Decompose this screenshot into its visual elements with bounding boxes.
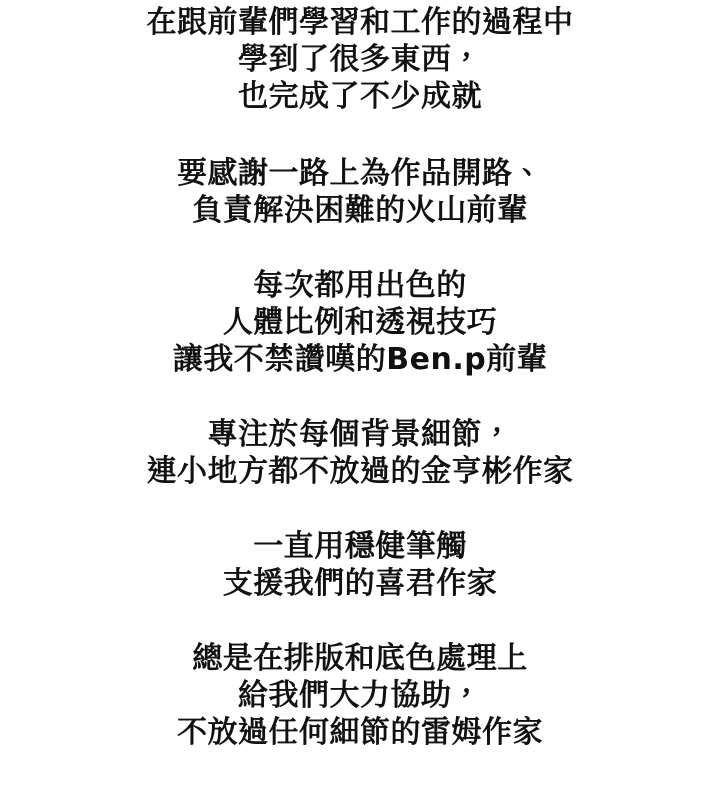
text-block-3	[10, 267, 710, 378]
text-line: 總是在排版和底色處理上	[192, 641, 528, 676]
text-line: 人體比例和透視技巧	[222, 305, 498, 340]
text-line: 讓我不禁讚嘆的Ben.p前輩	[172, 342, 548, 377]
text-block-2	[10, 155, 710, 229]
text-line: 負責解決困難的火山前輩	[192, 193, 528, 228]
text-line: 專注於每個背景細節，	[207, 417, 513, 452]
text-block-1	[10, 4, 710, 115]
text-line: 也完成了不少成就	[238, 79, 482, 114]
text-line: 在跟前輩們學習和工作的過程中	[146, 5, 574, 40]
text-line: 支援我們的喜君作家	[222, 566, 498, 601]
text-line: 給我們大力協助，	[238, 678, 482, 713]
text-line: 學到了很多東西，	[238, 42, 482, 77]
text-block-5	[10, 528, 710, 602]
text-block-6	[10, 640, 710, 751]
text-line: 連小地方都不放過的金亨彬作家	[146, 454, 574, 489]
text-line: 每次都用出色的	[253, 268, 467, 303]
text-block-4	[10, 416, 710, 490]
text-line: 一直用穩健筆觸	[253, 529, 467, 564]
text-line: 不放過任何細節的雷姆作家	[177, 715, 543, 750]
text-line: 要感謝一路上為作品開路、	[177, 156, 543, 191]
